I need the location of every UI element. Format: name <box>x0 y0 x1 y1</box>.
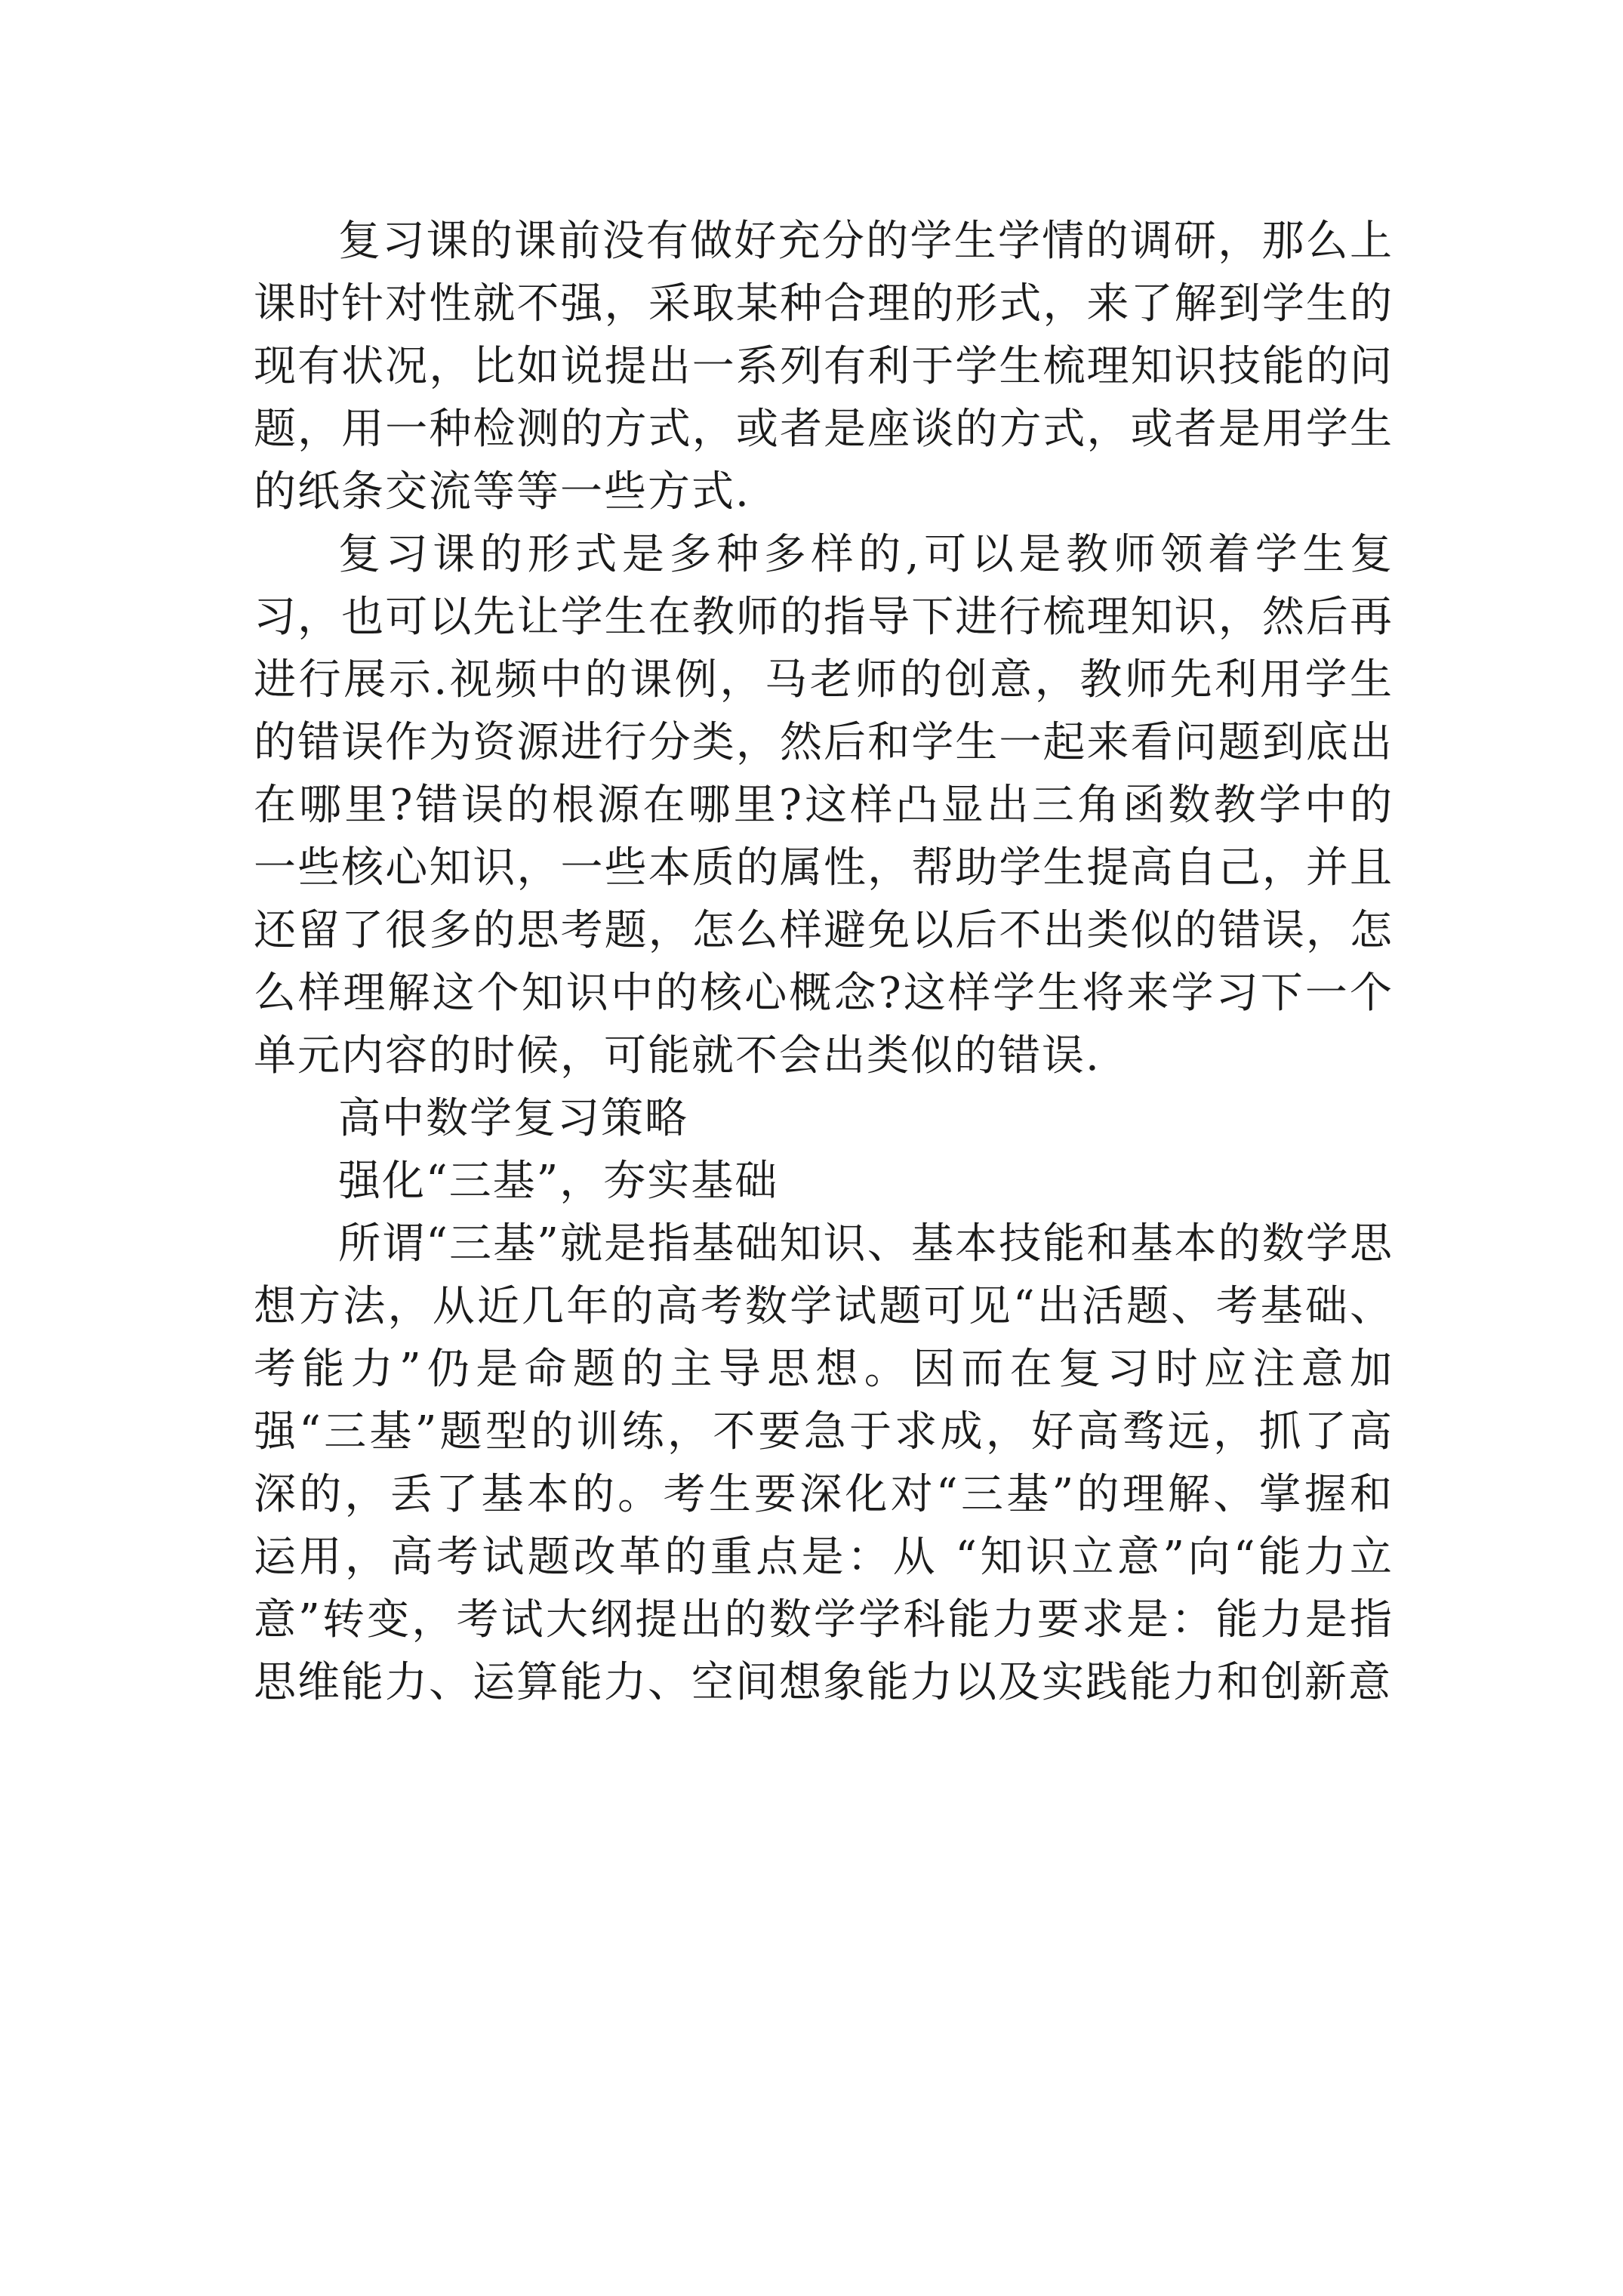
paragraph-review-forms: 复习课的形式是多种多样的,可以是教师领着学生复习，也可以先让学生在教师的指导下进行梳理知识，然后再进行展示.视频中的课例，马老师的创意，教师先利用学生的错误作为资源进行分类，然后和学生一起来看问题到底出在哪里?错误的根源在哪里?这样凸显出三角函数教学中的一些核心知识，一些本质的属性，帮助学生提高自己，并且还留了很多的思考题，怎么样避免以后不出类似的错误，怎么样理解这个知识中的核心概念?这样学生将来学习下一个单元内容的时候，可能就不会出类似的错误. <box>254 530 1394 1080</box>
paragraph-three-basics: 所谓“三基”就是指基础知识、基本技能和基本的数学思想方法，从近几年的高考数学试题可见“出活题、考基础、考能力”仍是命题的主导思想。因而在复习时应注意加强“三基”题型的训练，不要急于求成，好高骛远，抓了高深的，丢了基本的。考生要深化对“三基”的理解、掌握和运用，高考试题改革的重点是：从 “知识立意”向“能力立意”转变，考试大纲提出的数学学科能力要求是：能力是指思维能力、运算能力、空间想象能力以及实践能力和创新意 <box>254 1219 1394 1707</box>
subsection-heading-three-basics: 强化“三基”，夯实基础 <box>338 1157 779 1206</box>
section-heading-review-strategy: 高中数学复习策略 <box>338 1094 688 1143</box>
paragraph-pre-class-survey: 复习课的课前没有做好充分的学生学情的调研，那么上课时针对性就不强，采取某种合理的形式，来了解到学生的现有状况，比如说提出一系列有利于学生梳理知识技能的问题，用一种检测的方式，或者是座谈的方式，或者是用学生的纸条交流等等一些方式. <box>254 217 1394 516</box>
document-body <box>254 210 1394 1714</box>
